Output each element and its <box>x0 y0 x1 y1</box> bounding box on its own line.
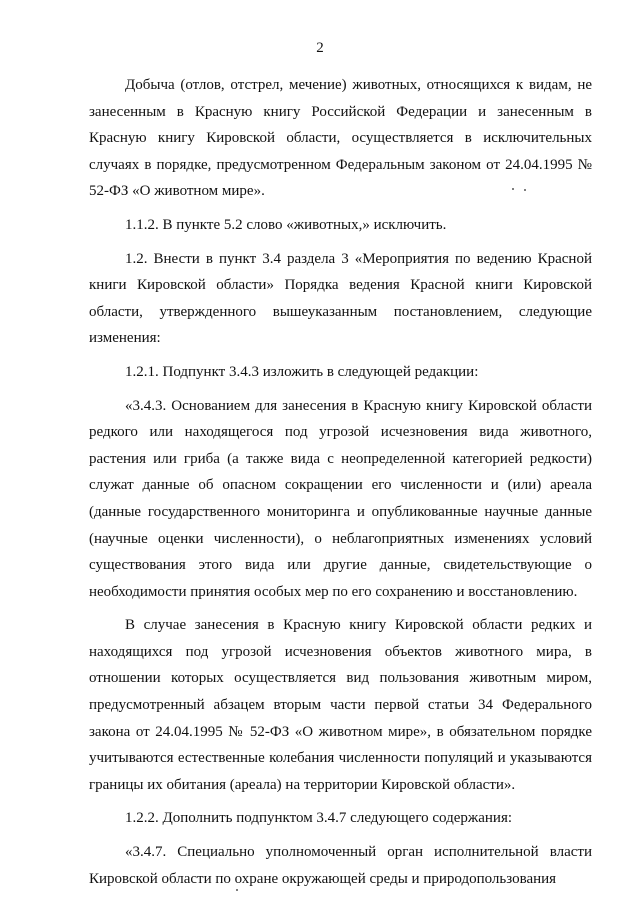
paragraph-3-4-7: «3.4.7. Специально уполномоченный орган исполнительной власти Кировской области по охране окружающей среды и природопользования <box>89 844 592 887</box>
paragraph-1-1-2: 1.1.2. В пункте 5.2 слово «животных,» исключить. <box>125 216 447 233</box>
paragraph-1-2: 1.2. Внести в пункт 3.4 раздела 3 «Мероприятия по ведению Красной книги Кировской области» Порядка ведения Красной книги Кировской области, утвержденного вышеуказанным постановлением, следующие изменения: <box>89 250 592 347</box>
scan-speck <box>512 188 514 190</box>
paragraph-1-2-1: 1.2.1. Подпункт 3.4.3 изложить в следующей редакции: <box>125 363 479 380</box>
document-body <box>89 72 592 892</box>
page-number: 2 <box>316 40 324 56</box>
paragraph-hunting: Добыча (отлов, отстрел, мечение) животных, относящихся к видам, не занесенным в Красную книгу Российской Федерации и занесенным в Красную книгу Кировской области, осуществляется в исключительных случаях в порядке, предусмотренном Федеральным законом от 24.04.1995 № 52-ФЗ «О животном мире». <box>89 77 592 200</box>
scan-speck <box>524 189 526 191</box>
scan-speck <box>236 889 238 891</box>
paragraph-red-book-case: В случае занесения в Красную книгу Кировской области редких и находящихся под угрозой исчезновения объектов животного мира, в отношении которых осуществляется вид пользования животным миром, предусмотренный абзацем вторым части первой статьи 34 Федерального закона от 24.04.1995 № 52-ФЗ «О животном мире», в обязательном порядке учитываются естественные колебания численности популяций и указываются границы их обитания (ареала) на территории Кировской области». <box>89 617 592 793</box>
paragraph-3-4-3: «3.4.3. Основанием для занесения в Красную книгу Кировской области редкого или находящегося под угрозой исчезновения вида животного, растения или гриба (а также вида с неопределенной категорией редкости) служат данные об опасном сокращении его численности и (или) ареала (данные государственного мониторинга и опубликованные научные данные (научные оценки численности), о неблагоприятных изменениях условий существования этого вида или другие данные, свидетельствующие о необходимости принятия особых мер по его сохранению и восстановлению. <box>89 397 592 600</box>
paragraph-1-2-2: 1.2.2. Дополнить подпунктом 3.4.7 следующего содержания: <box>125 810 513 827</box>
